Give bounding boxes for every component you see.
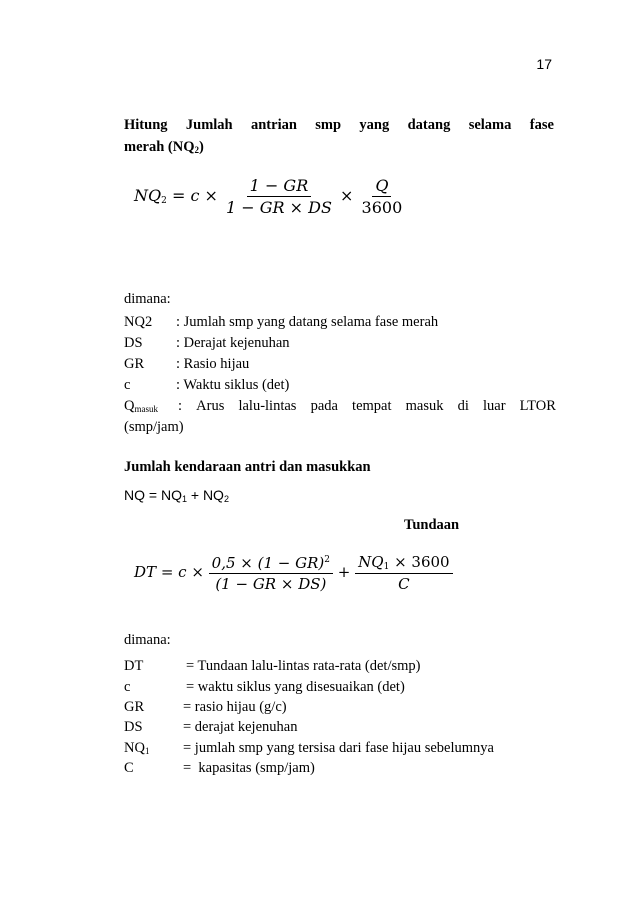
dimana-label-1: dimana: xyxy=(124,291,171,307)
fraction-numerator: Q xyxy=(372,176,391,197)
definition-term: $NQ_1$ xyxy=(124,740,150,756)
heading-line-1 xyxy=(124,114,554,136)
definition-text: : Rasio hijau xyxy=(176,356,250,372)
formula-lhs: DT xyxy=(134,563,157,581)
definition-text: = waktu siklus yang disesuaikan (det) xyxy=(186,679,405,695)
definition-term: NQ2 xyxy=(124,314,153,330)
fraction-denominator: 3600 xyxy=(361,198,403,217)
section-heading-nq2 xyxy=(124,114,554,161)
formula-eq-c: = c × xyxy=(160,563,204,581)
formula-dt xyxy=(134,553,453,593)
heading-word: smp xyxy=(315,117,342,133)
fraction-numerator: 0,5 × (1 − GR)$^2$ xyxy=(209,554,333,574)
definition-term: c xyxy=(124,377,131,393)
definition-term: DT xyxy=(124,658,144,674)
formula-nq2 xyxy=(134,176,405,217)
definition-text: : Waktu siklus (det) xyxy=(176,377,290,393)
definition-text: = jumlah smp yang tersisa dari fase hijau sebelumnya xyxy=(183,740,494,756)
section-heading-delay: Tundaan xyxy=(404,517,460,533)
heading-word: Jumlah xyxy=(185,117,233,133)
fraction-numerator: $NQ_1 \times 3600$ xyxy=(355,553,452,574)
dimana-label-2: dimana: xyxy=(124,632,171,648)
definition-text: = rasio hijau (g/c) xyxy=(183,699,287,715)
fraction-numerator: 1 − GR xyxy=(247,176,312,197)
heading-subscript: 2 xyxy=(194,145,199,155)
formula-fraction-2 xyxy=(355,553,452,593)
heading-text: merah (NQ xyxy=(124,139,195,155)
heading-word: yang xyxy=(359,117,390,133)
formula-fraction-1 xyxy=(209,554,333,593)
heading-word: Hitung xyxy=(124,117,168,133)
formula-lhs: $NQ_2$ xyxy=(134,186,167,206)
formula-fraction-1 xyxy=(223,176,335,217)
heading-word: datang xyxy=(407,117,451,133)
definition-term: C xyxy=(124,760,134,776)
heading-text-end: ) xyxy=(198,139,204,155)
definition-text: : Derajat kejenuhan xyxy=(176,335,290,351)
definition-term: $Q_{masuk}$ xyxy=(124,398,158,414)
definition-text: : Jumlah smp yang datang selama fase merah xyxy=(176,314,439,330)
page-number: 17 xyxy=(536,56,552,72)
definition-term: GR xyxy=(124,356,145,372)
formula-eq-c: = c × xyxy=(171,186,218,205)
formula-times: × xyxy=(340,186,354,205)
definition-text: = Tundaan lalu-lintas rata-rata (det/smp) xyxy=(186,658,421,674)
formula-plus: + xyxy=(337,563,351,581)
section-heading-queue: Jumlah kendaraan antri dan masukkan xyxy=(124,459,371,475)
heading-word: antrian xyxy=(250,117,297,133)
formula-fraction-2 xyxy=(359,176,406,217)
fraction-denominator: C xyxy=(398,575,410,593)
definition-term: DS xyxy=(124,719,143,735)
fraction-denominator: (1 − GR × DS) xyxy=(215,574,327,593)
definition-text: = derajat kejenuhan xyxy=(183,719,298,735)
definition-text: = kapasitas (smp/jam) xyxy=(183,760,315,776)
definition-term: c xyxy=(124,679,131,695)
definition-term: DS xyxy=(124,335,143,351)
definition-text: : Arus lalu-lintas pada tempat masuk di luar LTOR xyxy=(178,398,556,414)
heading-word: fase xyxy=(529,117,554,133)
definition-continuation: (smp/jam) xyxy=(124,419,184,435)
equation-nq: NQ = $NQ_1 + NQ_2$ xyxy=(124,487,229,504)
heading-line-2 xyxy=(124,136,554,161)
definition-term: GR xyxy=(124,699,145,715)
heading-word: selama xyxy=(468,117,512,133)
fraction-denominator: 1 − GR × DS xyxy=(226,198,332,217)
